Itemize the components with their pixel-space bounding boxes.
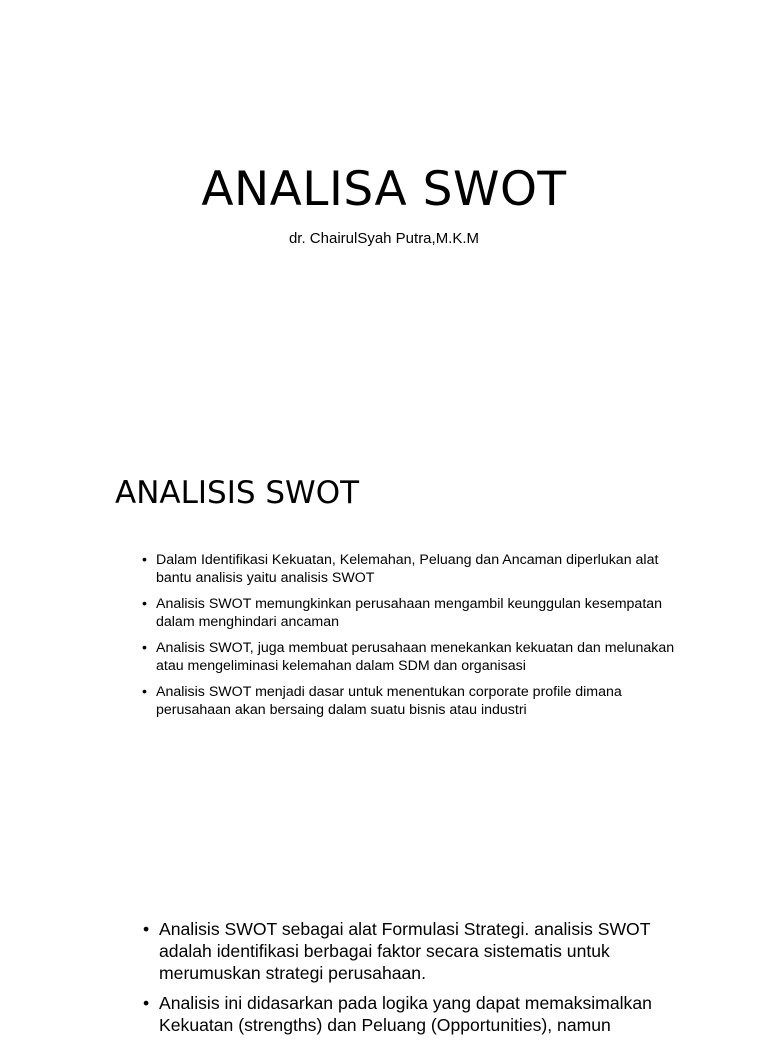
bullet-icon: • [142, 596, 147, 612]
bullet-icon: • [142, 640, 147, 656]
bullet-icon: • [142, 684, 147, 700]
bullet-icon: • [143, 993, 150, 1013]
list-item [142, 639, 676, 675]
list-item-text: Analisis SWOT menjadi dasar untuk menentukan corporate profile dimana perusahaan akan bersaing dalam suatu bisnis atau industri [156, 684, 622, 718]
presentation-title: ANALISA SWOT [201, 162, 567, 217]
slide-analisis-swot [0, 430, 768, 830]
presentation-author: dr. ChairulSyah Putra,M.K.M [288, 230, 480, 247]
bullet-icon: • [142, 552, 147, 568]
list-item [142, 683, 676, 719]
slide-formulasi-strategi [0, 880, 768, 1035]
list-item-text: Analisis SWOT, juga membuat perusahaan menekankan kekuatan dan melunakan atau mengeliminasi kelemahan dalam SDM dan organisasi [156, 640, 675, 674]
list-item-text: Analisis SWOT memungkinkan perusahaan mengambil keunggulan kesempatan dalam menghindari ancaman [156, 596, 663, 630]
list-item-text: Analisis ini didasarkan pada logika yang dapat memaksimalkan Kekuatan (strengths) dan Peluang (Opportunities), namun [159, 993, 652, 1035]
list-item [143, 918, 699, 984]
bullet-list [143, 918, 699, 1044]
slide-title-page [0, 0, 768, 410]
slide-heading: ANALISIS SWOT [115, 475, 360, 511]
list-item [142, 595, 676, 631]
list-item [142, 551, 676, 587]
bullet-list [142, 551, 676, 727]
list-item [143, 992, 699, 1036]
bullet-icon: • [143, 919, 150, 939]
list-item-text: Analisis SWOT sebagai alat Formulasi Strategi. analisis SWOT adalah identifikasi berbagai faktor secara sistematis untuk merumuskan strategi perusahaan. [159, 919, 651, 983]
list-item-text: Dalam Identifikasi Kekuatan, Kelemahan, Peluang dan Ancaman diperlukan alat bantu analisis yaitu analisis SWOT [156, 552, 659, 586]
